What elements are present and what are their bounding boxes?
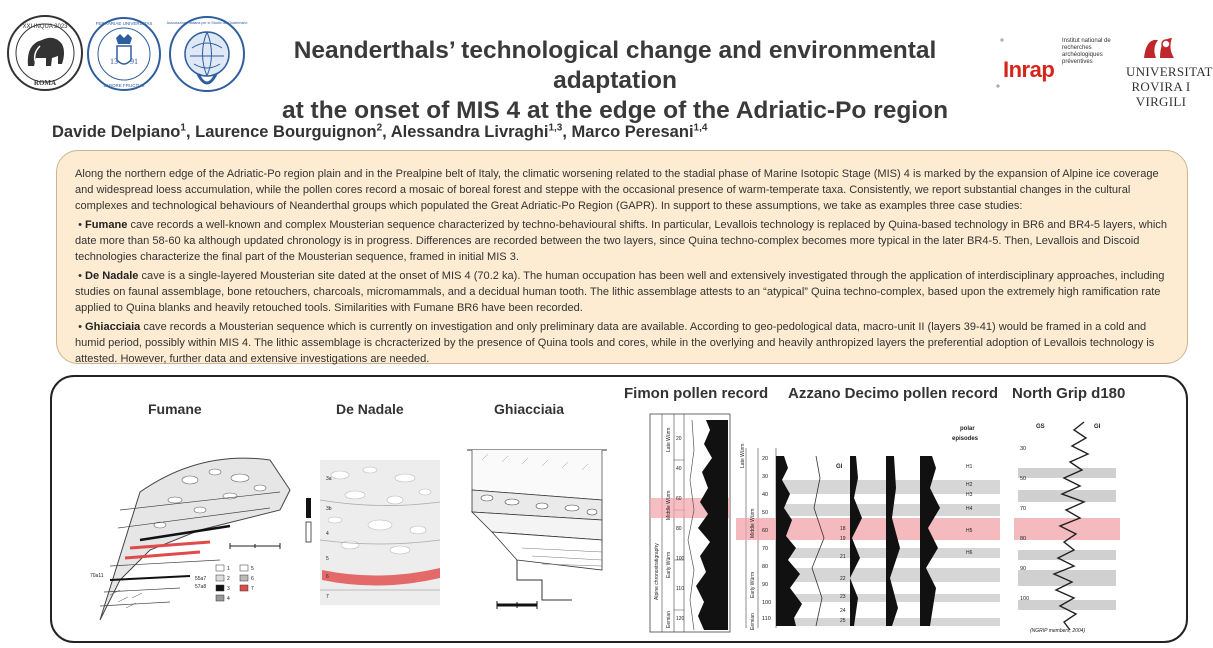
svg-text:100: 100 xyxy=(676,556,685,562)
fumane-section-drawing xyxy=(80,430,300,630)
svg-text:Associazione Italiana per lo S: Associazione Italiana per lo Studio del Quaternario xyxy=(166,21,248,25)
svg-text:4: 4 xyxy=(227,596,230,602)
title-line-2: at the onset of MIS 4 at the edge of the Adriatic-Po region xyxy=(281,97,949,124)
fimon-figure-title: Fimon pollen record xyxy=(624,385,769,402)
svg-text:13: 13 xyxy=(110,57,118,66)
svg-text:20: 20 xyxy=(762,456,769,462)
svg-text:18: 18 xyxy=(840,526,846,532)
svg-text:30: 30 xyxy=(762,474,769,480)
urv-line-2: ROVIRA I VIRGILI xyxy=(1131,79,1191,109)
svg-text:H5: H5 xyxy=(966,528,973,534)
inrap-wordmark: Inrap xyxy=(1003,57,1055,82)
svg-text:110: 110 xyxy=(762,616,771,622)
svg-text:23: 23 xyxy=(840,594,846,600)
svg-text:Early Würm: Early Würm xyxy=(666,551,672,578)
svg-text:7: 7 xyxy=(326,594,329,600)
svg-text:1: 1 xyxy=(227,566,230,572)
svg-text:6: 6 xyxy=(251,576,254,582)
svg-text:50: 50 xyxy=(762,510,769,516)
svg-text:3: 3 xyxy=(227,586,230,592)
svg-text:4: 4 xyxy=(326,531,329,537)
abstract-box xyxy=(56,150,1188,364)
svg-text:XXI INQUA 2023: XXI INQUA 2023 xyxy=(22,24,68,30)
north-grip-figure-title: North Grip d180 xyxy=(1012,385,1126,402)
poster-title xyxy=(230,36,1000,126)
svg-text:40: 40 xyxy=(762,492,769,498)
svg-text:Eemian: Eemian xyxy=(750,613,756,630)
svg-text:GI: GI xyxy=(836,464,843,470)
svg-text:50: 50 xyxy=(1020,476,1027,482)
abstract-bullet-de-nadale: • De Nadale cave is a single-layered Mousterian site dated at the onset of MIS 4 (70.2 ka). The human occupation has been well and extensively investigated through the application of interdisciplinary approaches, including studies on faunal assemblage, bone retouchers, charcoals, micromammals, and a decidual human tooth. The lithic assemblage attests to an “atypical” Quina techno-complex, based upon the extremely high ramification rate applied to Quina blanks and heavily retouched tools. Similarities with Fumane BR6 have been recorded. xyxy=(75,270,1165,314)
svg-text:H2: H2 xyxy=(966,482,973,488)
svg-text:GS: GS xyxy=(1036,424,1045,430)
north-grip-chart xyxy=(1014,410,1120,638)
abstract-bullet-ghiacciaia: • Ghiacciaia cave records a Mousterian sequence which is currently on investigation and only preliminary data are available. According to geo-pedological data, macro-unit II (layers 39-41) would be framed in a cold and humid period, possibly within MIS 4. The lithic assemblage is chcracterized by the presence of Quina tools and cores, while in the overlying and heavily anthropized layers the preferential adoption of Levallois technology is attested. However, further data and extensive investigations are needed. xyxy=(75,321,1155,365)
svg-text:60: 60 xyxy=(676,496,682,502)
svg-text:H4: H4 xyxy=(966,506,973,512)
svg-text:40: 40 xyxy=(676,466,682,472)
svg-text:Eemian: Eemian xyxy=(666,611,672,628)
svg-text:70: 70 xyxy=(1020,506,1027,512)
azzano-pollen-chart xyxy=(736,408,1000,638)
svg-text:Middle Würm: Middle Würm xyxy=(666,490,672,520)
abstract-bullet-fumane: • Fumane cave records a well-known and complex Mousterian sequence characterized by techno-behavioural shifts. In particular, Levallois technology is replaced by Quina-based technology in BR6 and BR4-5 layers, which date more than 58-60 ka although updated chronology is in progress. Differences are recorded between the two layers, since Quina techno-complex becomes more typical in the later BR4-5. Then, Levallois and Discoid technologies characterize the final part of the Mousterian sequence, framed in initial MIS 3. xyxy=(75,219,1167,263)
svg-text:6: 6 xyxy=(326,574,329,580)
svg-text:80: 80 xyxy=(762,564,769,570)
svg-text:20: 20 xyxy=(676,436,682,442)
svg-text:episodes: episodes xyxy=(952,436,979,442)
urv-emblem xyxy=(1138,32,1180,62)
svg-text:Middle Würm: Middle Würm xyxy=(750,508,756,538)
svg-text:57a8: 57a8 xyxy=(195,584,207,590)
svg-text:70a11: 70a11 xyxy=(90,573,104,579)
ghiacciaia-section-drawing xyxy=(462,440,612,615)
svg-text:60: 60 xyxy=(762,528,769,534)
fumane-figure-title: Fumane xyxy=(148,401,202,417)
svg-text:70: 70 xyxy=(762,546,769,552)
svg-text:H6: H6 xyxy=(966,550,973,556)
svg-text:3b: 3b xyxy=(326,506,332,512)
svg-text:21: 21 xyxy=(840,554,846,560)
svg-text:Alpine chronostratigraphy: Alpine chronostratigraphy xyxy=(654,543,660,600)
svg-text:H3: H3 xyxy=(966,492,973,498)
inqua-logo xyxy=(6,14,84,92)
svg-text:100: 100 xyxy=(762,600,772,606)
author-4: Marco Peresani$^{1,4}$ xyxy=(571,122,708,141)
svg-text:GI: GI xyxy=(1094,424,1101,430)
de-nadale-figure-title: De Nadale xyxy=(336,401,404,417)
inrap-tagline: Institut national de recherches archéologiques préventives xyxy=(1062,38,1111,65)
author-3: Alessandra Livraghi$^{1,3}$, xyxy=(390,122,572,141)
svg-text:Early Würm: Early Würm xyxy=(750,571,756,598)
svg-text:22: 22 xyxy=(840,576,846,582)
svg-text:3a: 3a xyxy=(326,476,332,482)
svg-text:91: 91 xyxy=(130,57,138,66)
svg-text:polar: polar xyxy=(960,426,975,432)
fimon-pollen-chart xyxy=(648,410,732,638)
svg-text:7: 7 xyxy=(251,586,254,592)
svg-text:30: 30 xyxy=(1020,446,1027,452)
svg-text:100: 100 xyxy=(1020,596,1030,602)
author-1: Davide Delpiano$^1$, xyxy=(52,122,196,141)
ghiacciaia-figure-title: Ghiacciaia xyxy=(494,401,565,417)
urv-wordmark xyxy=(1126,64,1213,109)
svg-text:90: 90 xyxy=(762,582,769,588)
ferrara-university-logo xyxy=(86,16,162,92)
svg-text:H1: H1 xyxy=(966,464,973,470)
svg-text:90: 90 xyxy=(1020,566,1027,572)
abstract-intro: Along the northern edge of the Adriatic-Po region plain and in the Prealpine belt of Italy, the climatic worsening related to the stadial phase of Marine Isotopic Stage (MIS) 4 is marked by the expansion of Alpine ice coverage and widespread loess accumulation, while the pollen cores record a mosaic of boreal forest and steppe with the occasional presence of warm-temperate taxa. Consistently, we report substantial changes in the cultural complexes and technological behaviours of Neanderthal groups which populated the Great Adriatic-Po Region (GAPR). In support to these assumptions, we take as examples three case studies: xyxy=(75,168,1159,212)
author-2: Laurence Bourguignon$^2$, xyxy=(195,122,391,141)
svg-text:LABORE FRUCTUS: LABORE FRUCTUS xyxy=(103,83,145,88)
svg-text:5: 5 xyxy=(251,566,254,572)
svg-text:2: 2 xyxy=(227,576,230,582)
svg-text:24: 24 xyxy=(840,608,846,614)
svg-text:(NGRIP members, 2004): (NGRIP members, 2004) xyxy=(1030,628,1086,634)
svg-text:25: 25 xyxy=(840,618,846,624)
svg-text:5: 5 xyxy=(326,556,329,562)
svg-text:Late Würm: Late Würm xyxy=(666,427,672,452)
author-list xyxy=(52,122,952,142)
title-line-1: Neanderthals’ technological change and environmental adaptation xyxy=(293,37,937,94)
azzano-figure-title: Azzano Decimo pollen record xyxy=(788,385,999,402)
svg-text:Late Würm: Late Würm xyxy=(740,443,746,468)
urv-line-1: UNIVERSITAT xyxy=(1126,64,1213,79)
svg-text:55a7: 55a7 xyxy=(195,576,207,582)
svg-text:120: 120 xyxy=(676,616,685,622)
svg-text:80: 80 xyxy=(1020,536,1027,542)
svg-text:FERRARIAE UNIVERSITAS: FERRARIAE UNIVERSITAS xyxy=(95,21,153,26)
svg-text:110: 110 xyxy=(676,586,684,592)
de-nadale-section-drawing xyxy=(300,440,460,615)
svg-text:80: 80 xyxy=(676,526,682,532)
svg-text:ROMA: ROMA xyxy=(33,79,57,87)
svg-text:19: 19 xyxy=(840,536,846,542)
